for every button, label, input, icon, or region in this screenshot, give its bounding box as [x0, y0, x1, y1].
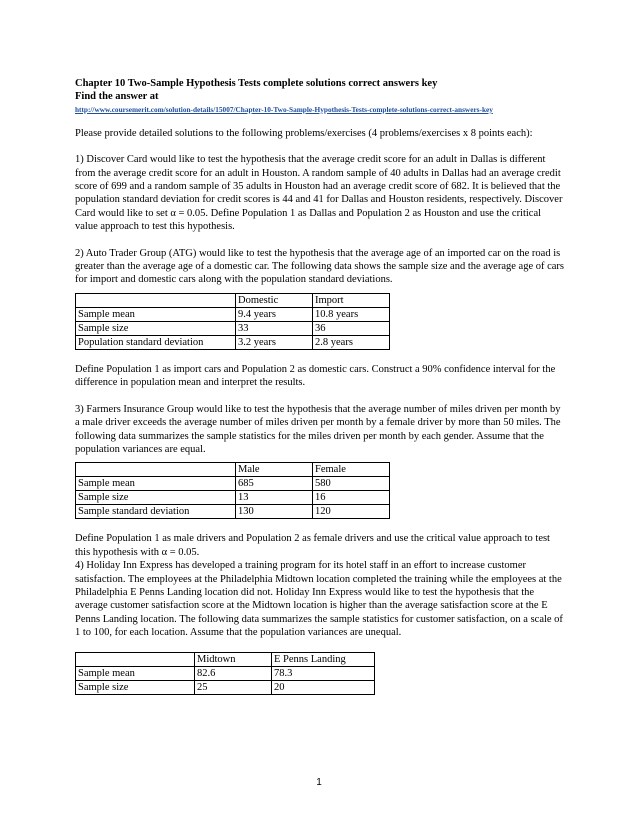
document-title: Chapter 10 Two-Sample Hypothesis Tests complete solutions correct answers key	[75, 78, 438, 89]
table-row	[76, 680, 375, 694]
table-row	[76, 307, 390, 321]
table-cell: 3.2 years	[236, 335, 313, 349]
problem-2-text: 2) Auto Trader Group (ATG) would like to test the hypothesis that the average age of an imported car on the road is greater than the average age of a domestic car. The following data shows the sample size and the average age of cars for import and domestic cars along with the population standard deviations.	[75, 247, 565, 286]
table-header-row	[76, 463, 390, 477]
table-cell: 16	[313, 491, 390, 505]
table-header-row	[76, 293, 390, 307]
table-header-cell: Midtown	[195, 652, 272, 666]
table-cell: 10.8 years	[313, 307, 390, 321]
problem-3-table	[75, 462, 390, 519]
table-cell: 685	[236, 477, 313, 491]
document-body	[75, 77, 565, 708]
table-header-cell: Import	[313, 293, 390, 307]
problem-1-text: 1) Discover Card would like to test the hypothesis that the average credit score for an adult in Dallas is different from the average credit score for an adult in Houston. A random sample of 40 adults in Dallas had an average credit score of 699 and a random sample of 35 adults in Houston had an average credit score of 682. It is believed that the population standard deviation for credit scores is 44 and 41 for Dallas and Houston residents, respectively. Discover Card would like to set α = 0.05. Define Population 1 as Dallas and Population 2 as Houston and use the critical value approach to test this hypothesis.	[75, 154, 563, 233]
table-cell: 9.4 years	[236, 307, 313, 321]
table-row	[76, 491, 390, 505]
table-row	[76, 505, 390, 519]
table-cell: 2.8 years	[313, 335, 390, 349]
source-link[interactable]: http://www.coursemerit.com/solution-details/15007/Chapter-10-Two-Sample-Hypothesis-Tests-complete-solutions-correct-answers-key	[75, 104, 493, 114]
table-row	[76, 321, 390, 335]
table-row	[76, 666, 375, 680]
table-cell: 130	[236, 505, 313, 519]
table-cell: 20	[272, 680, 375, 694]
table-cell: 13	[236, 491, 313, 505]
table-header-row	[76, 652, 375, 666]
table-header-cell	[76, 652, 195, 666]
table-cell: 82.6	[195, 666, 272, 680]
problem-4-text: 4) Holiday Inn Express has developed a training program for its hotel staff in an effort to increase customer satisfaction. The employees at the Philadelphia Midtown location completed the training while the employees at the Philadelphia E Penns Landing location did not. Holiday Inn Express would like to test the hypothesis that the average customer satisfaction score at the Midtown location is higher than the average satisfaction score at the E Penns Landing location. The following data summarizes the sample statistics for customer satisfaction, on a scale of 1 to 100, for each location. Assume that the population variances are unequal.	[75, 560, 563, 639]
problem-4-table	[75, 652, 375, 695]
table-cell: 36	[313, 321, 390, 335]
problem-3-text: 3) Farmers Insurance Group would like to test the hypothesis that the average number of miles driven per month by a male driver exceeds the average number of miles driven per month by a female driver by more than 50 miles. The following data summarizes the sample statistics for the miles driven per month by each gender. Assume that the population variances are equal.	[75, 403, 561, 455]
table-cell: Sample mean	[76, 307, 236, 321]
problem-2-table	[75, 293, 390, 350]
table-row	[76, 477, 390, 491]
table-cell: Sample mean	[76, 477, 236, 491]
problem-2-instruction: Define Population 1 as import cars and Population 2 as domestic cars. Construct a 90% confidence interval for the difference in population mean and interpret the results.	[75, 363, 556, 389]
intro-paragraph: Please provide detailed solutions to the following problems/exercises (4 problems/exercises x 8 points each):	[75, 127, 533, 139]
table-header-cell: E Penns Landing	[272, 652, 375, 666]
table-header-cell: Female	[313, 463, 390, 477]
table-header-cell	[76, 463, 236, 477]
table-cell: 120	[313, 505, 390, 519]
page-number: 1	[316, 777, 322, 788]
table-cell: Sample size	[76, 321, 236, 335]
table-cell: 580	[313, 477, 390, 491]
table-cell: Sample standard deviation	[76, 505, 236, 519]
table-cell: 33	[236, 321, 313, 335]
table-header-cell: Male	[236, 463, 313, 477]
table-header-cell: Domestic	[236, 293, 313, 307]
table-header-cell	[76, 293, 236, 307]
problem-3-instruction: Define Population 1 as male drivers and Population 2 as female drivers and use the critical value approach to test this hypothesis with α = 0.05.	[75, 533, 550, 558]
table-cell: Sample size	[76, 491, 236, 505]
document-subtitle: Find the answer at	[75, 91, 159, 103]
table-row	[76, 335, 390, 349]
table-cell: 25	[195, 680, 272, 694]
table-cell: 78.3	[272, 666, 375, 680]
table-cell: Sample mean	[76, 666, 195, 680]
table-cell: Population standard deviation	[76, 335, 236, 349]
table-cell: Sample size	[76, 680, 195, 694]
